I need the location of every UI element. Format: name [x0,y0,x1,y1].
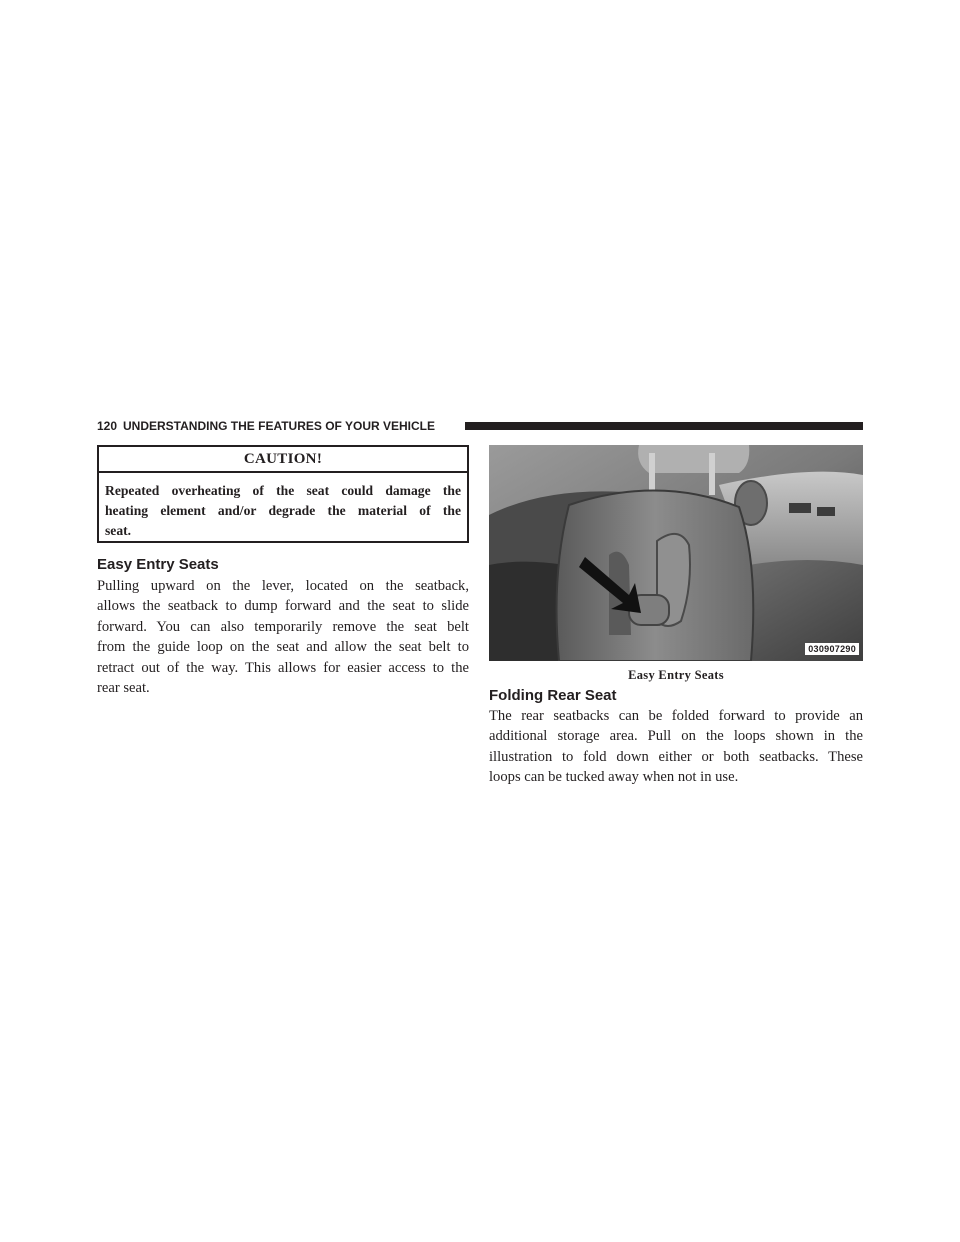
paragraph-line: loops can be tucked away when not in use. [489,769,739,786]
paragraph-line: allows the seatback to dump forward and the seat to slide [97,598,469,615]
easy-entry-paragraph [97,576,469,698]
caution-line: Repeated overheating of the seat could damage the [105,483,461,498]
seat-illustration [489,445,863,661]
figure-caption: Easy Entry Seats [628,668,724,682]
page-number: 120 [97,419,118,433]
figure-code: 030907290 [805,643,859,655]
easy-entry-seat-photo [489,445,863,661]
easy-entry-heading: Easy Entry Seats [97,556,219,573]
paragraph-line: rear seat. [97,680,150,697]
running-header [97,419,863,433]
paragraph-line: illustration to fold down either or both seatbacks. These [489,748,863,765]
paragraph-line: Pulling upward on the lever, located on the seatback, [97,578,469,594]
paragraph-line: retract out of the way. This allows for easier access to the [97,659,469,676]
paragraph-line: forward. You can also temporarily remove the seat belt [97,618,469,635]
caution-box [97,445,469,543]
caution-line: seat. [105,523,132,538]
chapter-title: UNDERSTANDING THE FEATURES OF YOUR VEHICLE [123,419,436,433]
caution-title: CAUTION! [99,447,467,473]
folding-rear-seat-heading: Folding Rear Seat [489,687,617,704]
caution-line: heating element and/or degrade the material of the [105,503,461,518]
paragraph-line: The rear seatbacks can be folded forward to provide an [489,708,863,724]
folding-rear-seat-paragraph [489,706,863,788]
caution-text [99,473,467,541]
paragraph-line: additional storage area. Pull on the loops shown in the [489,728,863,745]
header-rule [465,422,863,430]
paragraph-line: from the guide loop on the seat and allow the seat belt to [97,639,469,656]
